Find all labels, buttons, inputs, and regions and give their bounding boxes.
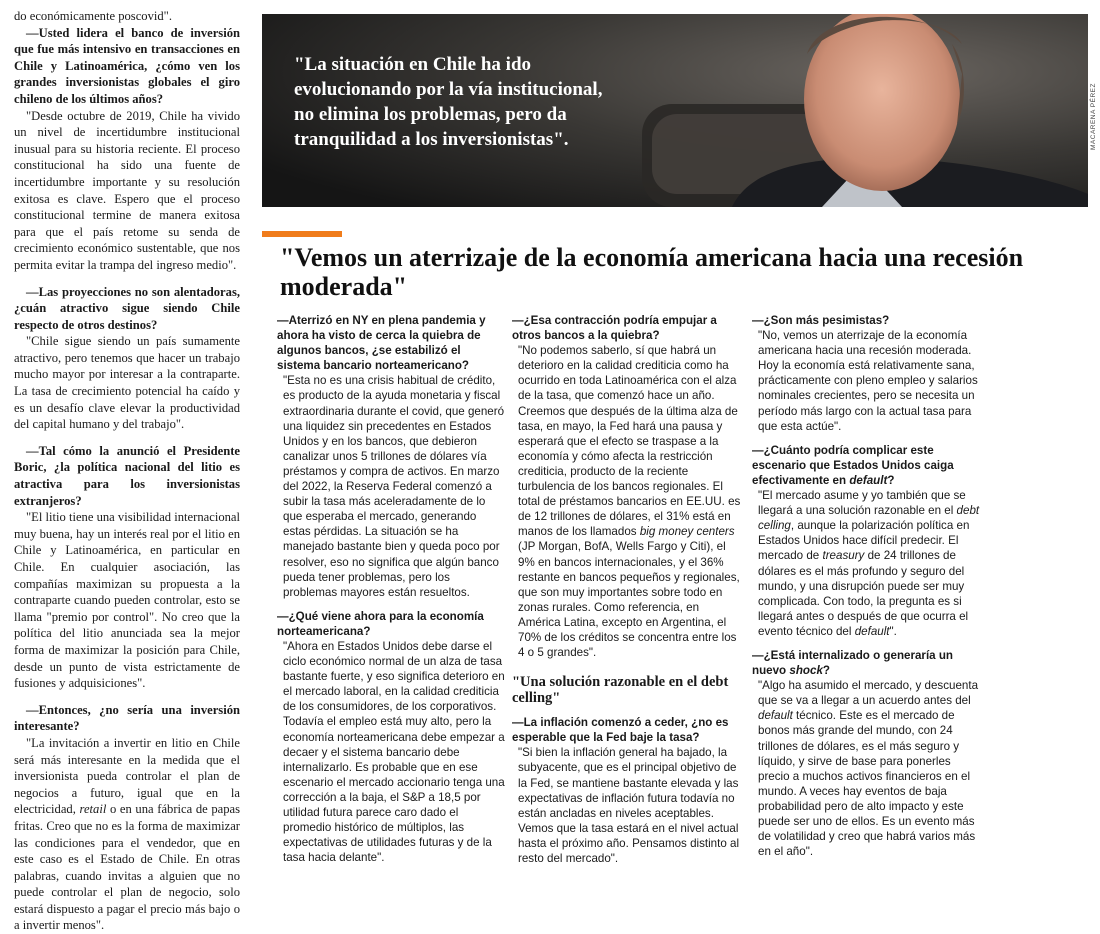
left-column: [14, 8, 240, 934]
answer: "Esta no es una crisis habitual de crédito, es producto de la ayuda monetaria y fiscal extraordinaria durante el covid, que generó una liquidez sin precedentes en Estados Unidos y en los bancos, que debieron canalizar unos 5 trillones de dólares vía préstamos y compra de activos. En marzo del 2022, la Reserva Federal comenzó a subir la tasa más aceleradamente de lo que esperaba el mercado, generando estas pérdidas. La situación se ha manejado bastante bien y queda poco por resolver, eso no significa que algún banco pueda tener problemas, pero los problemas mayores están resueltos.: [283, 374, 505, 599]
subheading: "Una solución razonable en el debt celling": [512, 674, 729, 707]
article-column-3: [752, 313, 980, 859]
body-text: do económicamente poscovid".: [14, 9, 172, 23]
question: —Entonces, ¿no sería una inversión interesante?: [14, 702, 240, 734]
answer: "El litio tiene una visibilidad internacional muy buena, hay un interés real por el litio en Chile y Latinoamérica, en particular en Chile. En cualquier asociación, las compañías maximizan su propuesta a la contraparte cuando pueden controlar, esto se llama "premio por control". No creo que la política del litio anunciada sea la mejor forma de maximizar la posición para Chile, desde un punto de vista estrictamente de fusiones y adquisiciones".: [14, 510, 240, 691]
answer: "Algo ha asumido el mercado, y descuenta que se va a llegar a un acuerdo antes del default técnico. Este es el mercado de bonos más grande del mundo, con 24 trillones de dólares, es el más seguro y líquido, y sirve de base para ponerles precio a muchos activos financieros en el mundo. A veces hay eventos de baja probabilidad pero de alto impacto y este puede ser uno de ellos. Es un evento más de volatilidad y creo que habrá varios más en el año".: [758, 679, 979, 859]
emphasis: treasury: [822, 549, 865, 563]
question: —Aterrizó en NY en plena pandemia y ahora ha visto de cerca la quiebra de algunos bancos, ¿se estabilizó el sistema bancario norteamericano?: [277, 314, 486, 373]
article-column-2: [512, 313, 742, 866]
emphasis: default: [758, 709, 793, 723]
emphasis: retail: [79, 802, 107, 817]
emphasis: default: [854, 624, 890, 638]
answer: "No podemos saberlo, sí que habrá un deterioro en la calidad crediticia como ha ocurrido en toda Latinoamérica con el alza de la tasa, que comenzó hace un año. Creemos que después de la última alza de tasa, en mayo, la Fed hará una pausa y esperará que el efecto se traspase a la economía y cómo afecta la restricción crediticia, producto de la reciente turbulencia de los bancos regionales. El total de préstamos bancarios en EE.UU. es de 12 trillones de dólares, el 31% está en manos de los llamados big money centers (JP Morgan, BofA, Wells Fargo y Citi), el 9% en bancos internacionales, y el 36% restante en bancos pequeños y regionales, que son muy importantes sobre todo en zonas rurales. Como referencia, en América Latina, excepto en Argentina, el 70% de los créditos se concentra entre los 4 o 5 grandes".: [518, 344, 741, 660]
answer: "Desde octubre de 2019, Chile ha vivido un nivel de incertidumbre institucional inusual para su historia reciente. El proceso constitucional ha sido una fuente de incertidumbre importante y su resolución exitosa es clave. Espero que el proceso constitucional termine de manera exitosa para que el país retome su senda de crecimiento económico sustentable, que nos permita evitar la trampa del ingreso medio".: [14, 108, 240, 272]
question: —¿Está internalizado o generaría un nuevo shock?: [752, 648, 953, 678]
portrait-photo: [262, 14, 1088, 207]
answer: "Si bien la inflación general ha bajado, la subyacente, que es el principal objetivo de la Fed, se mantiene bastante elevada y las expectativas de inflación futura todavía no están ancladas en niveles aceptables. Vemos que la tasa estará en el nivel actual hasta el próximo año. Pensamos distinto al resto del mercado".: [518, 746, 740, 865]
question: —¿Esa contracción podría empujar a otros bancos a la quiebra?: [512, 314, 717, 343]
answer: "No, vemos un aterrizaje de la economía americana hacia una recesión moderada. Hoy la economía está relativamente sana, prácticamente con pleno empleo y salarios nominales crecientes, pero se necesita un período más largo con la actual tasa para que esta actúe".: [758, 329, 978, 433]
question: —¿Cuánto podría complicar este escenario que Estados Unidos caiga efectivamente en default?: [752, 443, 954, 487]
question: —Usted lidera el banco de inversión que fue más intensivo en transacciones en Chile y Latinoamérica, ¿cómo ven los grandes inversionistas globales el giro chileno de los últimos años?: [14, 25, 240, 106]
question: —¿Qué viene ahora para la economía norteamericana?: [277, 609, 484, 638]
answer: "Chile sigue siendo un país sumamente atractivo, pero tenemos que hacer un trabajo mucho mayor por interesar a la contraparte. La tasa de crecimiento potencial ha caído y es un desafío clave elevar la productividad del capital humano y del trabajo".: [14, 334, 240, 432]
emphasis: big money centers: [639, 525, 735, 539]
question: —Tal cómo la anunció el Presidente Boric, ¿la política nacional del litio es atractiva para los inversionistas extranjeros?: [14, 443, 240, 508]
question: —La inflación comenzó a ceder, ¿no es esperable que la Fed baje la tasa?: [512, 716, 729, 745]
answer: "Ahora en Estados Unidos debe darse el ciclo económico normal de un alza de tasa bastante fuerte, y eso significa deterioro en el mercado laboral, en la calidad crediticia de los consumidores, de los corporativos. Todavía el empleo está muy alto, pero la economía norteamericana debe empezar a decaer y el sistema bancario debe internalizarlo. Es probable que en ese escenario el mercado accionario tenga una corrección a la baja, el S&P a 18,5 por utilidad futura parece caro dado el promedio histórico de múltiplos, las expectativas de utilidades futuras y de la tasa hacia delante".: [283, 639, 505, 865]
question: —¿Son más pesimistas?: [752, 314, 890, 327]
accent-bar: [262, 231, 342, 237]
answer: "La invitación a invertir en litio en Chile será más interesante en la medida que el inversionista pueda controlar el plan de negocios a futuro, igual que en la electricidad, retail o en una fábrica de papas fritas. Creo que no es la forma de maximizar las condiciones para el vendedor, que en este caso es el Estado de Chile. En otras palabras, cuando invitas a alguien que no puede controlar el plan de negocio, solo estará dispuesto a pagar el precio más bajo o a invertir menos".: [14, 735, 240, 933]
pull-quote: "La situación en Chile ha ido evolucionando por la vía institucional, no elimina los problemas, pero da tranquilidad a los inversionistas".: [294, 54, 603, 150]
headline: "Vemos un aterrizaje de la economía americana hacia una recesión moderada": [280, 243, 1024, 301]
emphasis: shock: [789, 664, 823, 678]
question: —Las proyecciones no son alentadoras, ¿cuán atractivo sigue siendo Chile respecto de otros destinos?: [14, 284, 240, 332]
emphasis: debt celling: [758, 504, 980, 533]
article-column-1: [277, 313, 507, 865]
photo-credit: MACARENA PÉREZ: [1090, 83, 1097, 150]
answer: "El mercado asume y yo también que se llegará a una solución razonable en el debt celling, aunque la polarización política en Estados Unidos hace difícil predecir. El mercado de treasury de 24 trillones de dólares es el más profundo y seguro del mundo, y una disrupción puede ser muy complicada. Con todo, la pregunta es si llegará antes o después de que ocurra el evento técnico del default".: [758, 489, 980, 638]
emphasis: default: [849, 473, 888, 487]
